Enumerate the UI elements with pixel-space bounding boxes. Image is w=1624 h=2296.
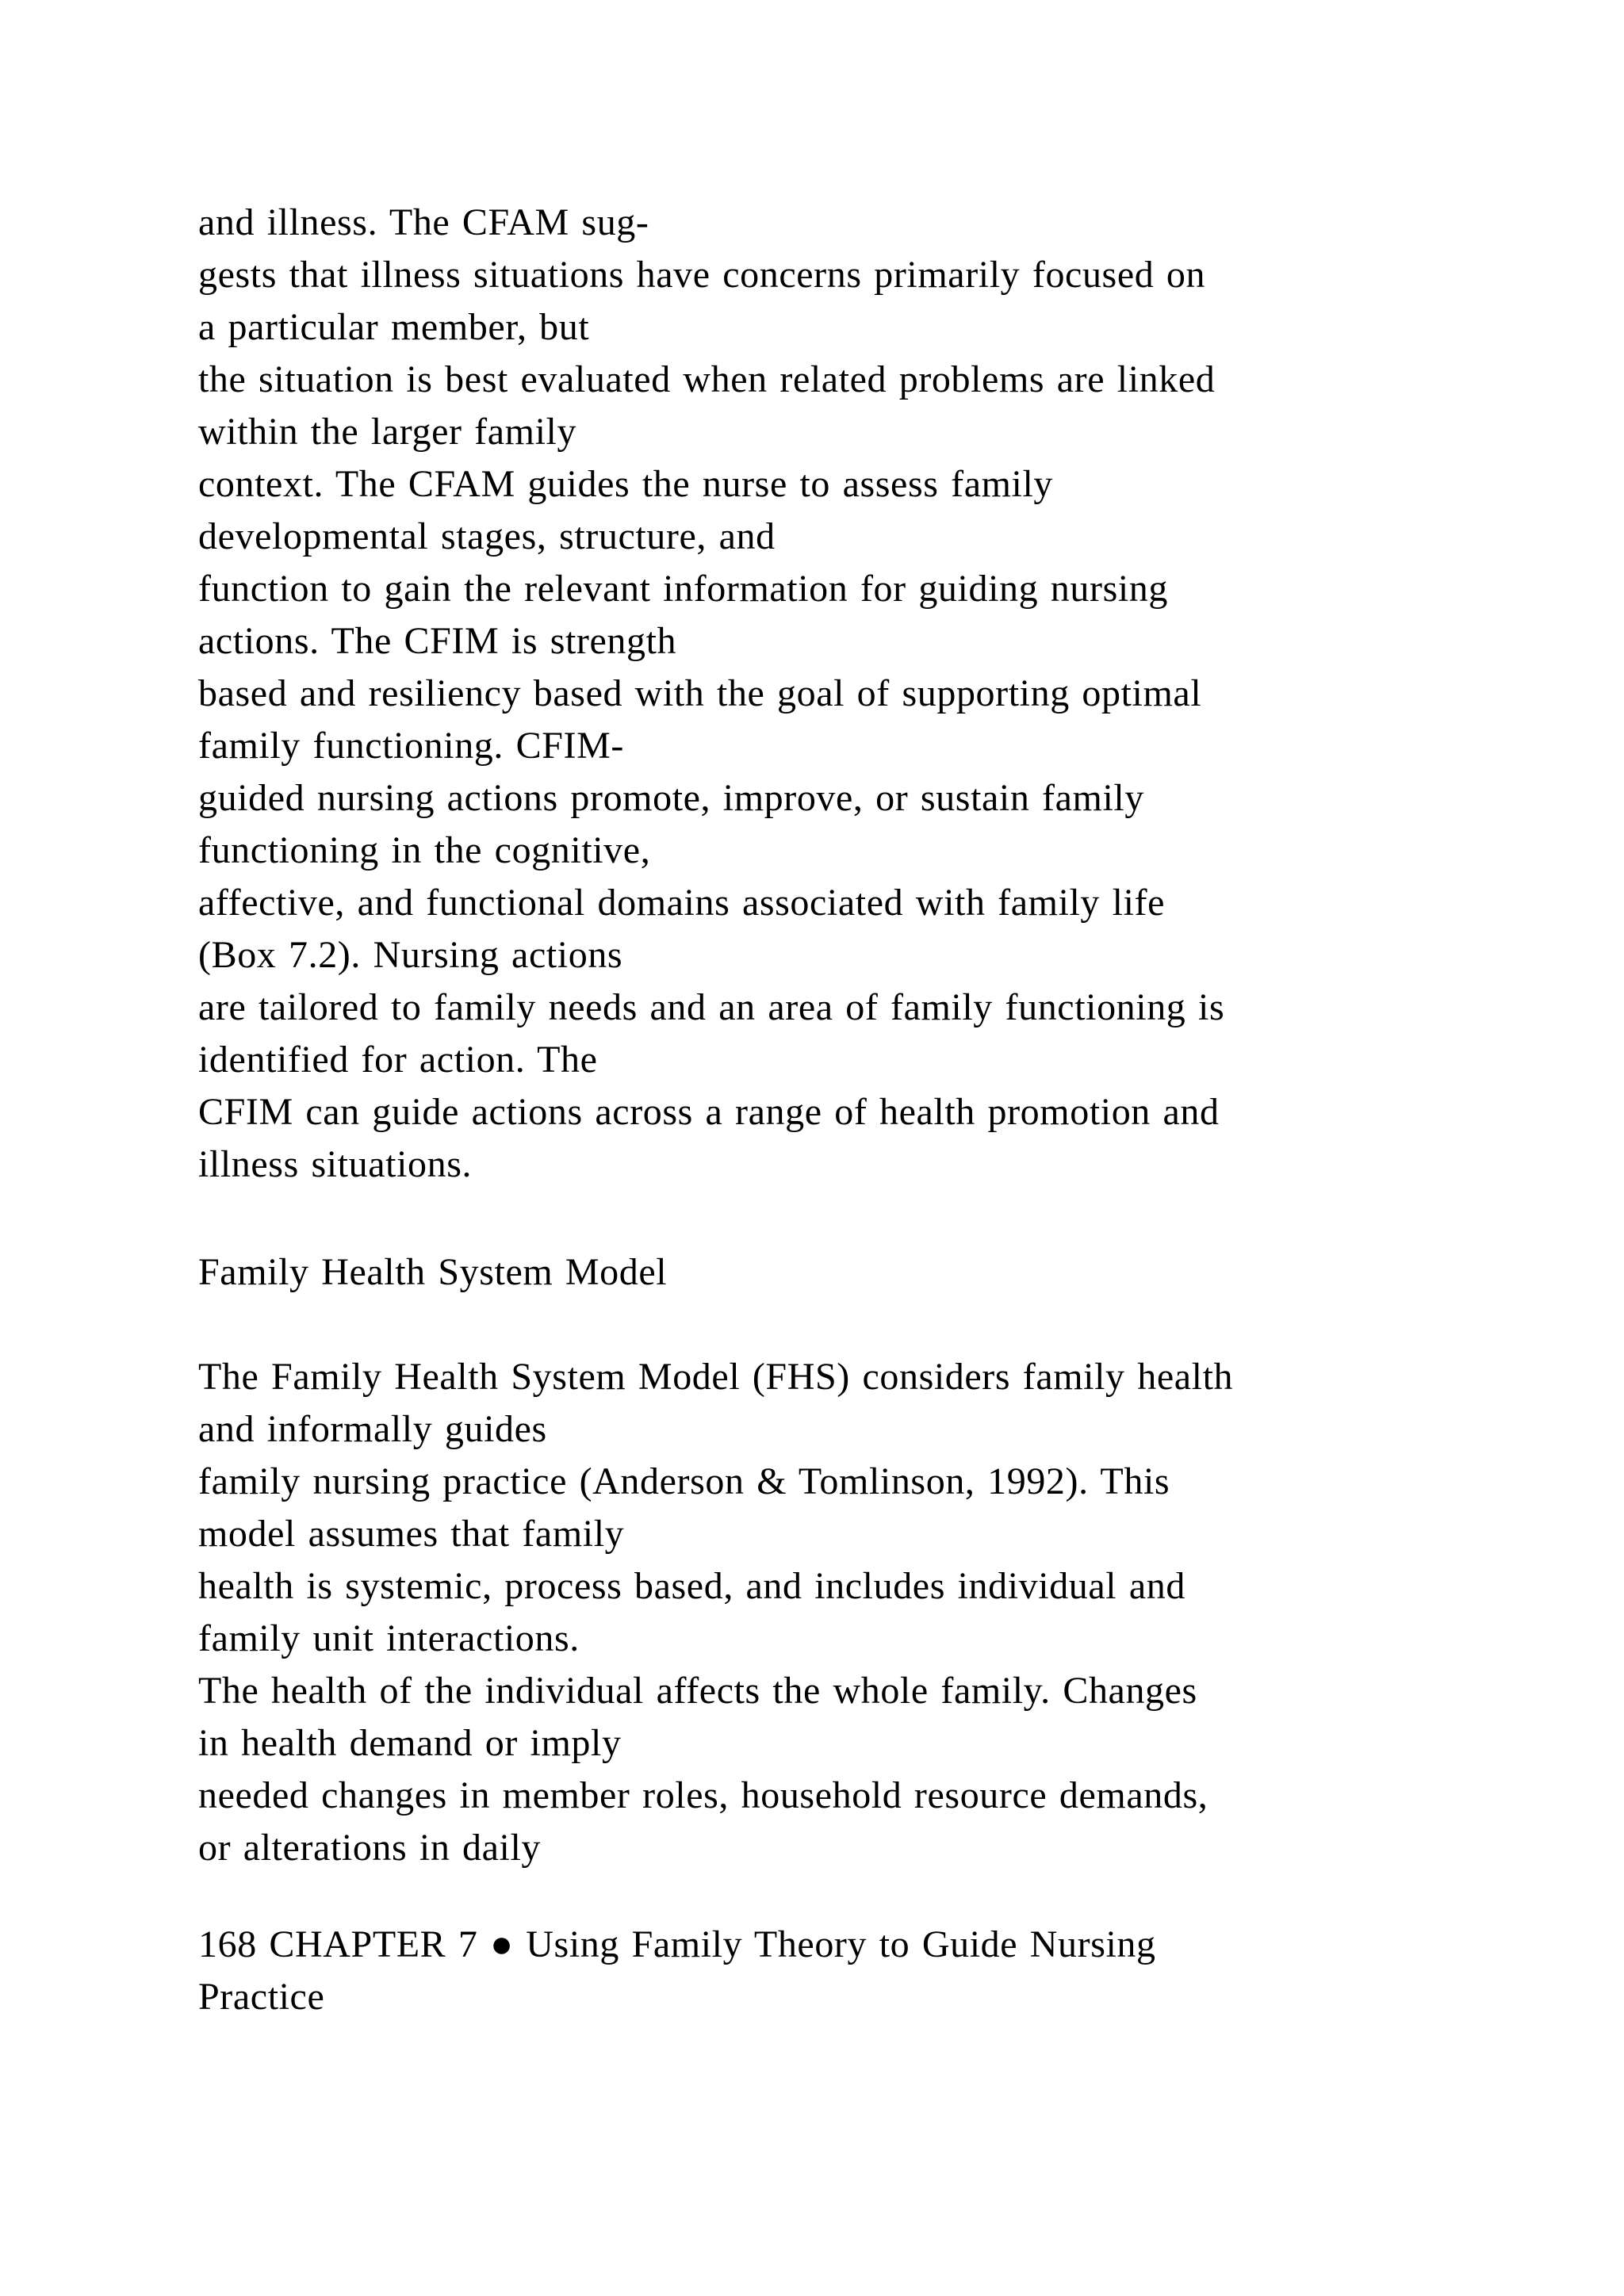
page-footer — [198, 1919, 1546, 2023]
text-line: family nursing practice (Anderson & Tomlinson, 1992). This — [198, 1460, 1170, 1502]
text-line: the situation is best evaluated when related problems are linked — [198, 358, 1216, 400]
text-line: affective, and functional domains associated with family life — [198, 882, 1165, 924]
text-line: or alterations in daily — [198, 1827, 542, 1869]
text-line: functioning in the cognitive, — [198, 829, 651, 871]
paragraph-fhs-model — [198, 1351, 1546, 1874]
text-line: and illness. The CFAM sug- — [198, 201, 649, 243]
text-line: guided nursing actions promote, improve, or sustain family — [198, 777, 1144, 819]
text-line: family unit interactions. — [198, 1617, 580, 1659]
text-line: The Family Health System Model (FHS) considers family health — [198, 1356, 1234, 1398]
text-line: in health demand or imply — [198, 1722, 622, 1764]
text-line: CFIM can guide actions across a range of health promotion and — [198, 1091, 1220, 1133]
text-line: family functioning. CFIM- — [198, 725, 624, 767]
text-line: gests that illness situations have concerns primarily focused on — [198, 254, 1206, 296]
paragraph-cfam-cfim — [198, 197, 1546, 1191]
text-line: function to gain the relevant information for guiding nursing — [198, 568, 1169, 610]
section-heading: Family Health System Model — [198, 1251, 668, 1293]
text-line: health is systemic, process based, and includes individual and — [198, 1565, 1185, 1607]
text-line: model assumes that family — [198, 1513, 625, 1555]
text-line: needed changes in member roles, household resource demands, — [198, 1774, 1208, 1816]
text-line: a particular member, but — [198, 306, 590, 348]
footer-line: 168 CHAPTER 7 ● Using Family Theory to Guide Nursing — [198, 1923, 1156, 1965]
text-line: actions. The CFIM is strength — [198, 620, 677, 662]
text-line: are tailored to family needs and an area of family functioning is — [198, 986, 1225, 1028]
text-line: and informally guides — [198, 1408, 547, 1450]
text-line: illness situations. — [198, 1143, 473, 1185]
text-line: (Box 7.2). Nursing actions — [198, 934, 623, 976]
text-line: The health of the individual affects the whole family. Changes — [198, 1670, 1197, 1712]
footer-line: Practice — [198, 1976, 325, 2018]
text-line: identified for action. The — [198, 1039, 598, 1081]
text-line: based and resiliency based with the goal of supporting optimal — [198, 672, 1202, 714]
text-line: context. The CFAM guides the nurse to assess family — [198, 463, 1054, 505]
text-line: within the larger family — [198, 411, 577, 453]
section-heading-block — [198, 1246, 1546, 1299]
text-line: developmental stages, structure, and — [198, 515, 776, 557]
